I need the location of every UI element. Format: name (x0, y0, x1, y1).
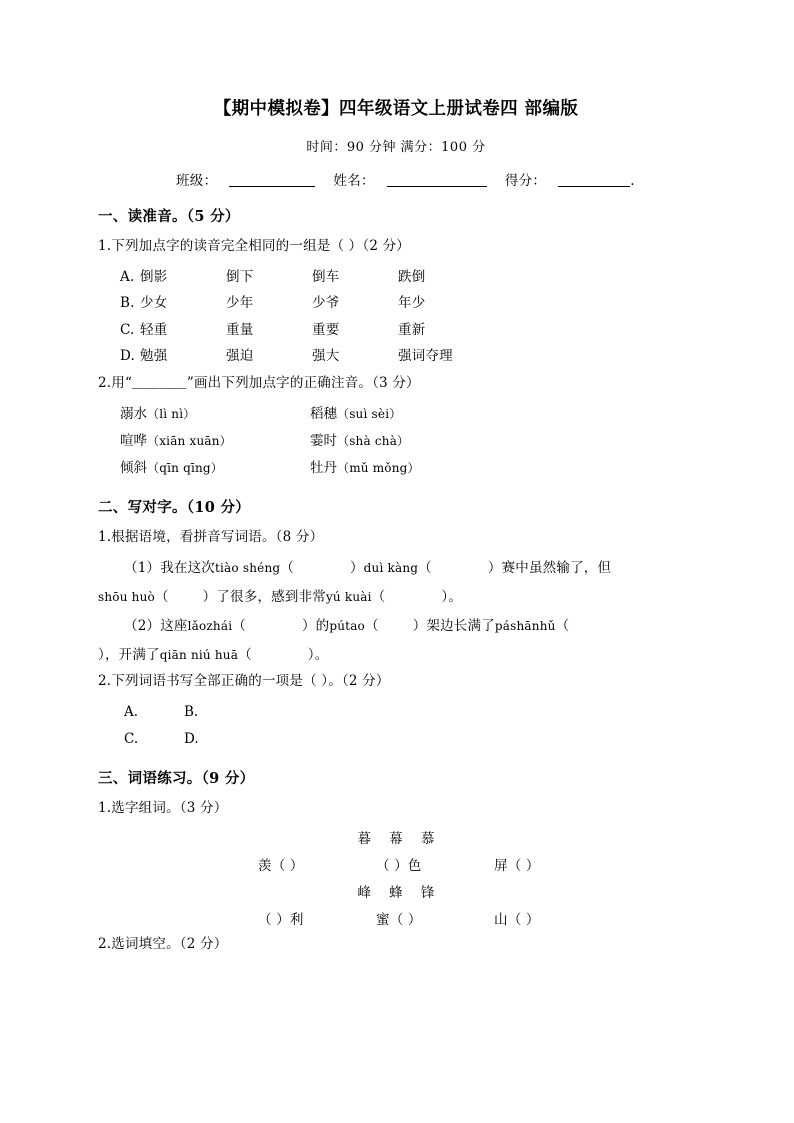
pinyin-run: pútao (329, 619, 365, 634)
choice-row[interactable] (120, 343, 694, 369)
choice-item: 跌倒 (398, 269, 426, 286)
question-2-1-part-2 (98, 584, 694, 611)
answer-slot[interactable]: 山（ ） (494, 912, 540, 929)
choice-row[interactable] (120, 290, 694, 316)
choice-item: 强大 (312, 348, 340, 365)
text-run: （2）这座 (124, 618, 188, 635)
section-heading-1: 一、读准音。（5 分） (98, 208, 240, 226)
paren-open: （ (280, 560, 294, 577)
answer-slot[interactable]: 羡（ ） (258, 858, 304, 875)
answer-slot[interactable]: 屏（ ） (494, 858, 540, 875)
choice-label: C. (120, 321, 135, 338)
character-answers-1 (98, 853, 694, 880)
paren-open: （ (418, 560, 432, 577)
section-heading-3: 三、词语练习。（9 分） (98, 770, 255, 788)
choice-item: 年少 (398, 295, 426, 312)
class-blank[interactable] (229, 173, 315, 187)
option-row[interactable] (124, 726, 694, 753)
paren-open: （ (371, 589, 386, 606)
choice-row[interactable] (120, 317, 694, 343)
question-1-1-choices (98, 264, 694, 369)
choice-item: 重新 (398, 321, 426, 338)
student-info-line (98, 169, 694, 189)
choice-item: 倒影 (140, 269, 168, 286)
text-run: ）了很多，感到非常 (202, 589, 326, 606)
choice-label: B. (120, 295, 135, 312)
paren-open: （ (365, 618, 379, 635)
character-option[interactable]: 幕 (389, 831, 403, 848)
pinyin-run: duì kàng (363, 561, 419, 576)
text-run: ）赛中虽然输了，但 (487, 560, 612, 577)
question-2-1-part-4 (98, 642, 694, 669)
class-label: 班级： (176, 173, 218, 190)
exam-subtitle: 时间：90 分钟 满分：100 分 (306, 140, 486, 156)
paren-open: （ (555, 618, 570, 635)
text-run: （1）我在这次 (124, 560, 215, 577)
choice-item: 强迫 (226, 348, 254, 365)
pinyin-run: páshānhǔ (494, 619, 556, 634)
option-c: C. (124, 731, 139, 748)
pinyin-options: （suì sèi） (337, 407, 402, 422)
choice-item: 少爷 (312, 295, 340, 312)
choice-item: 少年 (226, 295, 254, 312)
pinyin-word: 稻穗 (310, 406, 337, 423)
pinyin-run: lǎozhái (187, 619, 233, 634)
character-option[interactable]: 锋 (420, 885, 435, 902)
section-heading-2: 二、写对字。（10 分） (98, 499, 251, 517)
text-run: ）。 (441, 589, 463, 606)
question-2-2-stem: 2.下列词语书写全部正确的一项是（ ）。（2 分） (98, 673, 390, 690)
choice-item: 少女 (140, 295, 168, 312)
choice-label: A. (120, 269, 135, 286)
pinyin-word: 喧哗 (120, 433, 147, 450)
character-option[interactable]: 暮 (357, 831, 372, 848)
question-2-1-part-1 (98, 555, 694, 582)
pinyin-word: 溺水 (120, 406, 147, 423)
pinyin-word: 倾斜 (120, 460, 147, 477)
pinyin-run: qiān niú huā (159, 648, 239, 663)
character-option[interactable]: 峰 (357, 885, 372, 902)
question-2-1-part-3 (98, 613, 694, 640)
text-run: ）架边长满了 (412, 618, 495, 635)
character-group-1 (98, 826, 694, 853)
pinyin-run: yú kuài (325, 590, 372, 605)
character-group-2 (98, 880, 694, 907)
pinyin-row[interactable] (120, 401, 694, 428)
paren-open: （ (154, 589, 169, 606)
paren-close: ）的 (301, 618, 330, 635)
text-run: ），开满了 (98, 647, 160, 664)
character-option[interactable]: 蜂 (389, 885, 403, 902)
answer-slot[interactable]: （ ）色 (376, 858, 422, 875)
choice-row[interactable] (120, 264, 694, 290)
option-a: A. (124, 704, 139, 721)
question-1-2-pinyin-rows (98, 401, 694, 482)
pinyin-run: tiào shéng (215, 561, 281, 576)
text-run: ）。 (307, 647, 329, 664)
character-answers-2 (98, 907, 694, 934)
paren-open: （ (232, 618, 246, 635)
choice-item: 重要 (312, 321, 340, 338)
name-blank[interactable] (387, 173, 487, 187)
answer-slot[interactable]: 蜜（ ） (376, 912, 422, 929)
option-row[interactable] (124, 699, 694, 726)
question-2-1-stem: 1.根据语境，看拼音写词语。（8 分） (98, 529, 324, 546)
pinyin-options: （xiān xuān） (147, 434, 232, 449)
question-1-2-stem: 2.用“＿＿＿＿”画出下列加点字的正确注音。（3 分） (98, 375, 420, 392)
choice-item: 倒下 (226, 269, 254, 286)
choice-item: 轻重 (140, 321, 168, 338)
pinyin-word: 霎时 (310, 433, 337, 450)
score-label: 得分： (504, 173, 547, 190)
question-2-2-options (98, 699, 694, 753)
character-option[interactable]: 慕 (420, 831, 435, 848)
choice-item: 重量 (226, 321, 254, 338)
question-1-1-stem: 1.下列加点字的读音完全相同的一组是（ ）（2 分） (98, 238, 411, 255)
score-blank[interactable] (558, 173, 630, 187)
choice-item: 强词夺理 (398, 348, 453, 365)
pinyin-options: （qīn qīng） (147, 461, 223, 476)
choice-item: 勉强 (140, 348, 168, 365)
option-b: B. (184, 704, 199, 721)
name-label: 姓名： (333, 173, 375, 190)
pinyin-options: （lì nì） (147, 407, 196, 422)
choice-label: D. (120, 348, 136, 365)
pinyin-options: （mǔ mǒng） (337, 461, 420, 476)
question-3-1-stem: 1.选字组词。（3 分） (98, 800, 228, 817)
pinyin-row[interactable] (120, 428, 694, 455)
pinyin-options: （shà chà） (337, 434, 410, 449)
paren-close: ） (349, 560, 364, 577)
pinyin-row[interactable] (120, 455, 694, 482)
paren-open: （ (238, 647, 252, 664)
pinyin-word: 牡丹 (310, 460, 337, 477)
page-title: 【期中模拟卷】四年级语文上册试卷四 部编版 (213, 99, 579, 119)
choice-item: 倒车 (312, 269, 340, 286)
trailing-dot: . (630, 173, 635, 190)
question-3-2-stem: 2.选词填空。（2 分） (98, 936, 228, 953)
pinyin-run: shōu huò (98, 590, 155, 605)
option-d: D. (184, 731, 199, 748)
answer-slot[interactable]: （ ）利 (258, 912, 304, 929)
